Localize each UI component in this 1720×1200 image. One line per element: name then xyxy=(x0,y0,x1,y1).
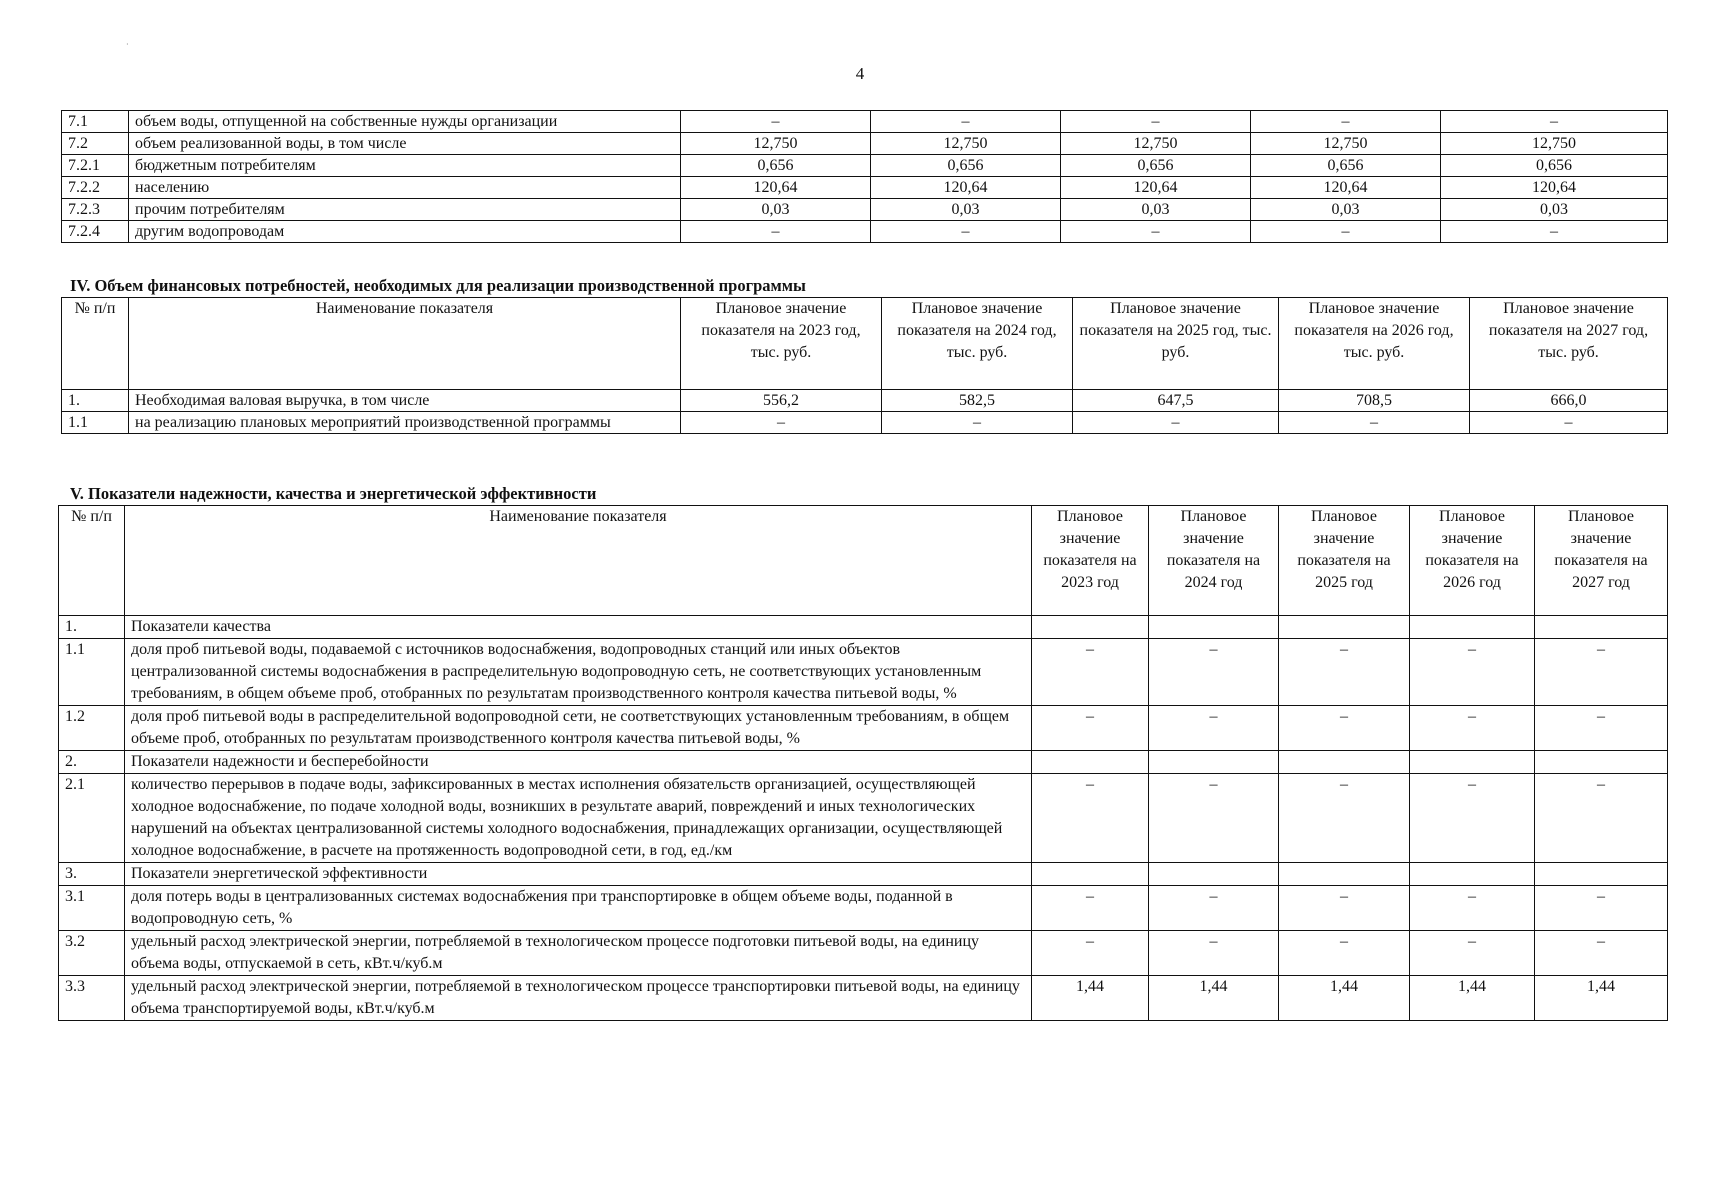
value-cell: – xyxy=(1061,111,1251,133)
value-cell: – xyxy=(1251,221,1441,243)
value-cell: – xyxy=(1441,221,1668,243)
table-row xyxy=(62,390,1668,412)
value-cell: – xyxy=(1032,639,1149,706)
table-row xyxy=(62,412,1668,434)
value-cell xyxy=(1535,616,1668,639)
row-number: 7.2 xyxy=(62,133,129,155)
value-cell: 120,64 xyxy=(871,177,1061,199)
value-cell: – xyxy=(1061,221,1251,243)
financial-needs-table xyxy=(61,297,1668,434)
row-number: 3.3 xyxy=(59,976,125,1021)
value-cell: – xyxy=(1149,774,1279,863)
indicator-name: бюджетным потребителям xyxy=(129,155,681,177)
value-cell xyxy=(1535,863,1668,886)
value-cell: – xyxy=(1032,706,1149,751)
value-cell: 120,64 xyxy=(1441,177,1668,199)
header-year-2026: Плановое значение показателя на 2026 год, тыс. руб. xyxy=(1279,298,1470,390)
value-cell: – xyxy=(1032,886,1149,931)
value-cell xyxy=(1410,751,1535,774)
table-row xyxy=(59,774,1668,863)
value-cell: – xyxy=(1535,706,1668,751)
value-cell: – xyxy=(1410,706,1535,751)
value-cell: 0,656 xyxy=(681,155,871,177)
header-year-2027: Плановое значение показателя на 2027 год, тыс. руб. xyxy=(1470,298,1668,390)
table-row xyxy=(59,931,1668,976)
table-row xyxy=(62,111,1668,133)
row-number: 3. xyxy=(59,863,125,886)
page-number: 4 xyxy=(855,64,865,83)
indicator-name: доля проб питьевой воды, подаваемой с источников водоснабжения, водопроводных станций или иных объектов централизованной системы водоснабжения в распределительную водопроводную сеть, не соответствующих установленным требованиям, в общем объеме проб, отобранных по результатам производственного контроля качества питьевой воды, % xyxy=(125,639,1032,706)
indicator-name: другим водопроводам xyxy=(129,221,681,243)
value-cell: 12,750 xyxy=(681,133,871,155)
value-cell xyxy=(1032,616,1149,639)
value-cell: – xyxy=(1149,639,1279,706)
header-num: № п/п xyxy=(62,298,129,390)
row-number: 3.1 xyxy=(59,886,125,931)
value-cell: – xyxy=(1410,886,1535,931)
table-row xyxy=(59,616,1668,639)
indicator-name: прочим потребителям xyxy=(129,199,681,221)
table-row xyxy=(59,639,1668,706)
row-number: 7.2.4 xyxy=(62,221,129,243)
value-cell: – xyxy=(1251,111,1441,133)
indicator-name: Показатели надежности и бесперебойности xyxy=(125,751,1032,774)
value-cell: 0,656 xyxy=(1251,155,1441,177)
value-cell: 0,656 xyxy=(1441,155,1668,177)
value-cell: 12,750 xyxy=(1061,133,1251,155)
indicator-name: удельный расход электрической энергии, потребляемой в технологическом процессе транспортировки питьевой воды, на единицу объема транспортируемой воды, кВт.ч/куб.м xyxy=(125,976,1032,1021)
section-5-title: V. Показатели надежности, качества и энергетической эффективности xyxy=(70,484,597,503)
value-cell: – xyxy=(1032,931,1149,976)
row-number: 1.1 xyxy=(59,639,125,706)
value-cell: – xyxy=(1470,412,1668,434)
value-cell: 120,64 xyxy=(1061,177,1251,199)
header-year-2023: Плановое значение показателя на 2023 год xyxy=(1032,506,1149,616)
value-cell: – xyxy=(1279,774,1410,863)
header-year-2024: Плановое значение показателя на 2024 год xyxy=(1149,506,1279,616)
table-row xyxy=(62,133,1668,155)
table-row xyxy=(62,199,1668,221)
value-cell: – xyxy=(1073,412,1279,434)
value-cell: 708,5 xyxy=(1279,390,1470,412)
value-cell xyxy=(1279,751,1410,774)
value-cell xyxy=(1535,751,1668,774)
value-cell: – xyxy=(1410,774,1535,863)
header-year-2023: Плановое значение показателя на 2023 год, тыс. руб. xyxy=(681,298,882,390)
table-row xyxy=(59,886,1668,931)
row-number: 3.2 xyxy=(59,931,125,976)
table-row xyxy=(62,177,1668,199)
value-cell: – xyxy=(1149,931,1279,976)
value-cell: 0,03 xyxy=(1441,199,1668,221)
row-number: 7.2.1 xyxy=(62,155,129,177)
value-cell xyxy=(1279,863,1410,886)
header-year-2024: Плановое значение показателя на 2024 год, тыс. руб. xyxy=(882,298,1073,390)
value-cell: 666,0 xyxy=(1470,390,1668,412)
value-cell xyxy=(1279,616,1410,639)
indicator-name: количество перерывов в подаче воды, зафиксированных в местах исполнения обязательств организацией, осуществляющей холодное водоснабжение, по подаче холодной воды, возникших в результате аварий, повреждений и иных технологических нарушений на объектах централизованной системы холодного водоснабжения, принадлежащих организации, осуществляющей холодное водоснабжение, в расчете на протяженность водопроводной сети, в год, ед./км xyxy=(125,774,1032,863)
header-num: № п/п xyxy=(59,506,125,616)
indicator-name: населению xyxy=(129,177,681,199)
value-cell: – xyxy=(1535,639,1668,706)
value-cell: – xyxy=(681,412,882,434)
indicator-name: доля проб питьевой воды в распределительной водопроводной сети, не соответствующих установленным требованиям, в общем объеме проб, отобранных по результатам производственного контроля качества питьевой воды, % xyxy=(125,706,1032,751)
value-cell: – xyxy=(1279,639,1410,706)
row-number: 1.1 xyxy=(62,412,129,434)
value-cell: 0,03 xyxy=(1251,199,1441,221)
value-cell: 1,44 xyxy=(1279,976,1410,1021)
value-cell: 1,44 xyxy=(1032,976,1149,1021)
header-year-2025: Плановое значение показателя на 2025 год xyxy=(1279,506,1410,616)
value-cell: 0,656 xyxy=(871,155,1061,177)
value-cell xyxy=(1032,751,1149,774)
value-cell: 1,44 xyxy=(1410,976,1535,1021)
value-cell: 0,03 xyxy=(871,199,1061,221)
header-year-2025: Плановое значение показателя на 2025 год, тыс. руб. xyxy=(1073,298,1279,390)
value-cell: – xyxy=(1279,706,1410,751)
value-cell: – xyxy=(1279,886,1410,931)
value-cell: – xyxy=(1032,774,1149,863)
value-cell: 120,64 xyxy=(681,177,871,199)
value-cell: 647,5 xyxy=(1073,390,1279,412)
value-cell: – xyxy=(1535,886,1668,931)
value-cell: 0,03 xyxy=(1061,199,1251,221)
table-row xyxy=(62,221,1668,243)
table-row xyxy=(59,863,1668,886)
value-cell: – xyxy=(1410,639,1535,706)
value-cell xyxy=(1410,616,1535,639)
value-cell: – xyxy=(1149,706,1279,751)
reliability-quality-table xyxy=(58,505,1668,1021)
indicator-name: на реализацию плановых мероприятий производственной программы xyxy=(129,412,681,434)
value-cell xyxy=(1149,751,1279,774)
value-cell: 0,03 xyxy=(681,199,871,221)
value-cell: 556,2 xyxy=(681,390,882,412)
table-row xyxy=(59,706,1668,751)
indicator-name: объем воды, отпущенной на собственные нужды организации xyxy=(129,111,681,133)
value-cell: 582,5 xyxy=(882,390,1073,412)
value-cell: 12,750 xyxy=(1441,133,1668,155)
value-cell xyxy=(1149,863,1279,886)
value-cell: – xyxy=(681,111,871,133)
row-number: 1. xyxy=(59,616,125,639)
row-number: 7.2.2 xyxy=(62,177,129,199)
header-name: Наименование показателя xyxy=(129,298,681,390)
indicator-name: Необходимая валовая выручка, в том числе xyxy=(129,390,681,412)
value-cell: 0,656 xyxy=(1061,155,1251,177)
section-4-title: IV. Объем финансовых потребностей, необходимых для реализации производственной программы xyxy=(70,276,806,295)
indicator-name: Показатели качества xyxy=(125,616,1032,639)
row-number: 2.1 xyxy=(59,774,125,863)
header-name: Наименование показателя xyxy=(125,506,1032,616)
value-cell xyxy=(1032,863,1149,886)
value-cell: 120,64 xyxy=(1251,177,1441,199)
value-cell: 1,44 xyxy=(1149,976,1279,1021)
table-row xyxy=(59,751,1668,774)
header-year-2026: Плановое значение показателя на 2026 год xyxy=(1410,506,1535,616)
value-cell: 12,750 xyxy=(871,133,1061,155)
value-cell: – xyxy=(1535,774,1668,863)
value-cell: – xyxy=(1441,111,1668,133)
header-year-2027: Плановое значение показателя на 2027 год xyxy=(1535,506,1668,616)
value-cell: – xyxy=(1279,412,1470,434)
value-cell: 12,750 xyxy=(1251,133,1441,155)
row-number: 1. xyxy=(62,390,129,412)
scan-mark: · xyxy=(126,40,129,49)
value-cell: – xyxy=(882,412,1073,434)
value-cell: 1,44 xyxy=(1535,976,1668,1021)
value-cell xyxy=(1149,616,1279,639)
row-number: 2. xyxy=(59,751,125,774)
value-cell: – xyxy=(1149,886,1279,931)
value-cell: – xyxy=(871,221,1061,243)
water-volume-table xyxy=(61,110,1668,243)
row-number: 7.2.3 xyxy=(62,199,129,221)
value-cell: – xyxy=(871,111,1061,133)
table-row xyxy=(62,155,1668,177)
row-number: 1.2 xyxy=(59,706,125,751)
value-cell xyxy=(1410,863,1535,886)
indicator-name: удельный расход электрической энергии, потребляемой в технологическом процессе подготовки питьевой воды, на единицу объема воды, отпускаемой в сеть, кВт.ч/куб.м xyxy=(125,931,1032,976)
value-cell: – xyxy=(1410,931,1535,976)
value-cell: – xyxy=(681,221,871,243)
row-number: 7.1 xyxy=(62,111,129,133)
indicator-name: доля потерь воды в централизованных системах водоснабжения при транспортировке в общем объеме воды, поданной в водопроводную сеть, % xyxy=(125,886,1032,931)
value-cell: – xyxy=(1535,931,1668,976)
indicator-name: Показатели энергетической эффективности xyxy=(125,863,1032,886)
indicator-name: объем реализованной воды, в том числе xyxy=(129,133,681,155)
value-cell: – xyxy=(1279,931,1410,976)
table-row xyxy=(59,976,1668,1021)
